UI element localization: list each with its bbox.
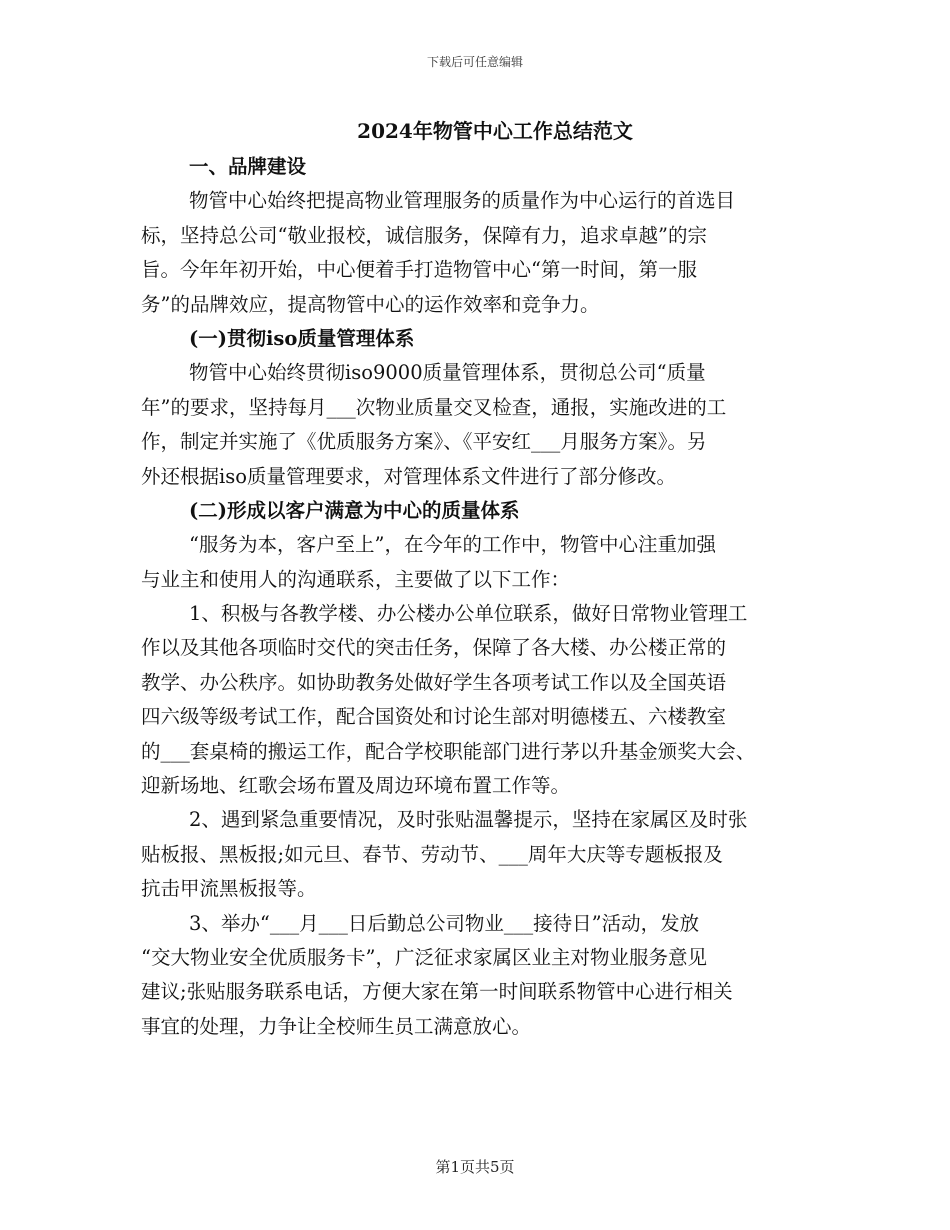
- paragraph-line: 的___套桌椅的搬运工作，配合学校职能部门进行茅以升基金颁奖大会、: [141, 739, 756, 763]
- paragraph-line: 物管中心始终贯彻iso9000质量管理体系，贯彻总公司“质量: [189, 361, 706, 385]
- subsection-heading: (二)形成以客户满意为中心的质量体系: [189, 498, 520, 522]
- paragraph-line: 迎新场地、红歌会场布置及周边环境布置工作等。: [141, 774, 571, 798]
- paragraph-line: 作以及其他各项临时交代的突击任务，保障了各大楼、办公楼正常的: [141, 636, 727, 660]
- paragraph-line: 2、遇到紧急重要情况，及时张贴温馨提示，坚持在家属区及时张: [189, 808, 748, 832]
- paragraph-line: 四六级等级考试工作，配合国资处和讨论生部对明德楼五、六楼教室: [141, 705, 727, 729]
- paragraph-line: 与业主和使用人的沟通联系，主要做了以下工作：: [141, 567, 571, 591]
- paragraph-line: 事宜的处理，力争让全校师生员工满意放心。: [141, 1014, 532, 1038]
- subsection-heading: (一)贯彻iso质量管理体系: [189, 326, 415, 350]
- header-note: 下载后可任意编辑: [426, 55, 523, 69]
- paragraph-line: 务”的品牌效应，提高物管中心的运作效率和竞争力。: [141, 292, 600, 316]
- paragraph-line: 3、举办“___月___日后勤总公司物业___接待日”活动，发放: [189, 911, 700, 935]
- paragraph-line: 标，坚持总公司“敬业报校，诚信服务，保障有力，追求卓越”的宗: [141, 223, 707, 247]
- paragraph-line: 抗击甲流黑板报等。: [141, 877, 317, 901]
- paragraph-line: 物管中心始终把提高物业管理服务的质量作为中心运行的首选目: [189, 189, 736, 213]
- paragraph-line: “服务为本，客户至上”，在今年的工作中，物管中心注重加强: [189, 533, 716, 557]
- paragraph-line: 作，制定并实施了《优质服务方案》、《平安红___月服务方案》。另: [141, 430, 707, 454]
- document-body: [141, 150, 821, 1044]
- paragraph-line: 旨。今年年初开始，中心便着手打造物管中心“第一时间，第一服: [141, 258, 697, 282]
- document-title: 2024年物管中心工作总结范文: [357, 119, 633, 143]
- paragraph-line: 1、积极与各教学楼、办公楼办公单位联系，做好日常物业管理工: [189, 602, 748, 626]
- paragraph-line: 建议;张贴服务联系电话，方便大家在第一时间联系物管中心进行相关: [141, 980, 733, 1004]
- paragraph-line: 贴板报、黑板报;如元旦、春节、劳动节、___周年大庆等专题板报及: [141, 842, 723, 866]
- section-heading: 一、品牌建设: [189, 155, 307, 178]
- paragraph-line: 年”的要求，坚持每月___次物业质量交叉检查，通报，实施改进的工: [141, 395, 727, 419]
- paragraph-line: 外还根据iso质量管理要求，对管理体系文件进行了部分修改。: [141, 464, 676, 488]
- paragraph-line: “交大物业安全优质服务卡”，广泛征求家属区业主对物业服务意见: [141, 945, 707, 969]
- page-number: 第1页共5页: [435, 1158, 515, 1176]
- paragraph-line: 教学、办公秩序。如协助教务处做好学生各项考试工作以及全国英语: [141, 670, 727, 694]
